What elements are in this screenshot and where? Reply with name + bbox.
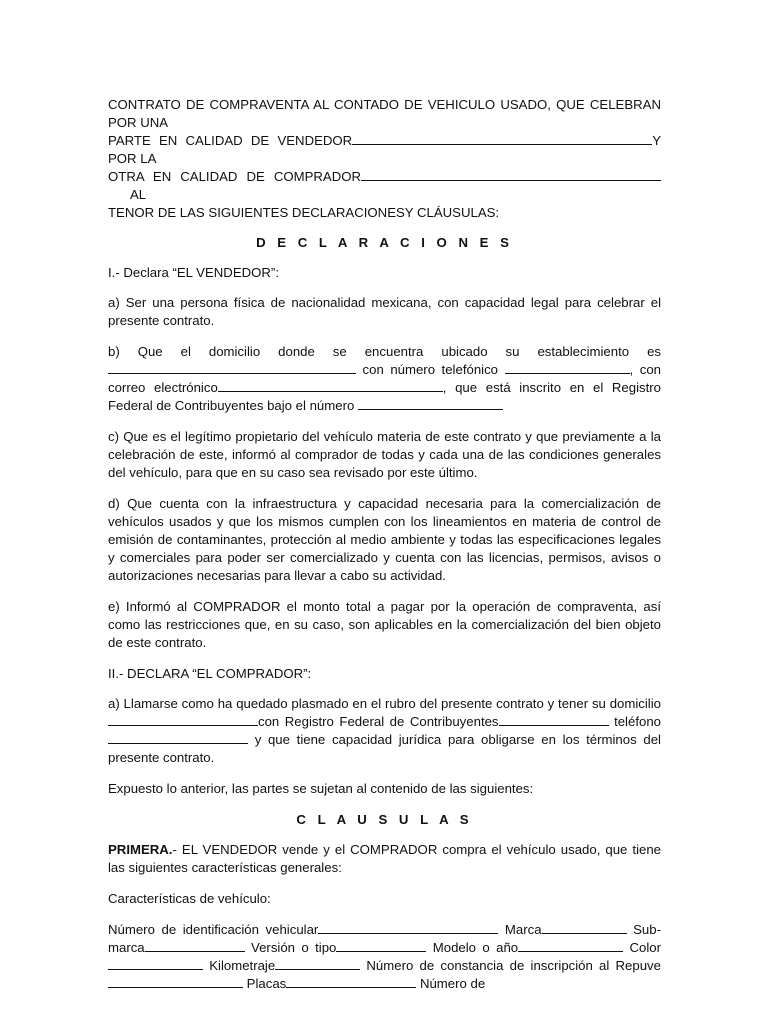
- vendedor-b-text-2: con número telefónico: [362, 362, 499, 377]
- buyer-phone-blank: [108, 731, 248, 744]
- primera-text: - EL VENDEDOR vende y el COMPRADOR compra el vehículo usado, que tiene las siguientes características generales:: [108, 842, 661, 875]
- modelo-blank: [518, 939, 623, 952]
- field-version-label: Versión o tipo: [251, 940, 337, 955]
- contract-body: [108, 96, 661, 1006]
- expuesto-text: Expuesto lo anterior, las partes se sujetan al contenido de las siguientes:: [108, 781, 534, 796]
- caracteristicas-heading: Características de vehículo:: [108, 891, 271, 906]
- version-blank: [336, 939, 426, 952]
- comprador-clause-a: [108, 695, 661, 767]
- title-line-2: PARTE EN CALIDAD DE VENDEDOR: [108, 133, 353, 148]
- comprador-a-text-3: teléfono: [614, 714, 661, 729]
- buyer-address-blank: [108, 713, 258, 726]
- field-color-label: Color: [629, 940, 662, 955]
- seller-phone-blank: [505, 361, 630, 374]
- declaraciones-heading: D E C L A R A C I O N E S: [256, 235, 513, 250]
- vendedor-b-text-1: b) Que el domicilio donde se encuentra ubicado su establecimiento es: [108, 344, 661, 359]
- vendedor-clause-d: d) Que cuenta con la infraestructura y capacidad necesaria para la comercialización de vehículos usados y que los mismos cumplen con los lineamientos en materia de control de emisión de contaminantes, protección al medio ambiente y todas las especificaciones legales y comerciales para poder ser comercializado y cuenta con las licencias, permisos, avisos o autorizaciones necesarias para llevar a cabo su actividad.: [108, 496, 661, 583]
- comprador-a-text-2: con Registro Federal de Contribuyentes: [258, 714, 499, 729]
- field-submarca-label: Sub-marca: [108, 922, 661, 955]
- establishment-address-blank: [108, 361, 356, 374]
- field-numero-label: Número de: [419, 976, 486, 991]
- vendedor-clause-e: e) Informó al COMPRADOR el monto total a pagar por la operación de compraventa, así como las restricciones que, en su caso, son aplicables en la comercialización del bien objeto de este contrato.: [108, 599, 661, 650]
- comprador-heading: II.- DECLARA “EL COMPRADOR”:: [108, 666, 312, 681]
- field-niv-label: Número de identificación vehicular: [108, 922, 319, 937]
- vendedor-b-text-4: , que está inscrito en el Registro Federal de Contribuyentes bajo el número: [108, 380, 661, 413]
- field-placas-label: Placas: [246, 976, 287, 991]
- vendedor-b-text-3: , con correo electrónico: [108, 362, 661, 395]
- comprador-a-text-4: y que tiene capacidad jurídica para obligarse en los términos del presente contrato.: [108, 732, 661, 765]
- buyer-rfc-blank: [499, 713, 609, 726]
- title-line-3: OTRA EN CALIDAD DE COMPRADOR: [108, 169, 361, 184]
- seller-name-blank: [352, 132, 652, 145]
- vendedor-clause-c: c) Que es el legítimo propietario del vehículo materia de este contrato y que previamente a la celebración de este, informó al comprador de todas y cada una de las condiciones generales del vehículo, para que en su caso sea revisado por este último.: [108, 429, 661, 480]
- buyer-name-blank: [361, 168, 661, 181]
- field-marca-label: Marca: [504, 922, 542, 937]
- primera-label: PRIMERA.: [108, 842, 173, 857]
- title-line-4: TENOR DE LAS SIGUIENTES DECLARACIONESY CLÁUSULAS:: [108, 205, 500, 220]
- clausula-primera: [108, 841, 661, 877]
- vendedor-heading: I.- Declara “EL VENDEDOR”:: [108, 265, 279, 280]
- title-line-2-end: Y POR LA: [108, 133, 661, 166]
- placas-blank: [286, 975, 416, 988]
- seller-email-blank: [218, 379, 443, 392]
- comprador-a-text-1: a) Llamarse como ha quedado plasmado en el rubro del presente contrato y tener su domicilio: [108, 696, 661, 711]
- km-blank: [275, 957, 360, 970]
- field-modelo-label: Modelo o año: [432, 940, 519, 955]
- vehicle-fields: [108, 921, 661, 993]
- niv-blank: [318, 921, 498, 934]
- contract-title: [108, 96, 661, 222]
- color-blank: [108, 957, 203, 970]
- title-line-3-end: AL: [129, 187, 147, 202]
- submarca-blank: [145, 939, 245, 952]
- marca-blank: [542, 921, 627, 934]
- vendedor-clause-a: a) Ser una persona física de nacionalidad mexicana, con capacidad legal para celebrar el presente contrato.: [108, 295, 661, 328]
- title-line-1: CONTRATO DE COMPRAVENTA AL CONTADO DE VEHICULO USADO, QUE CELEBRAN POR UNA: [108, 97, 661, 130]
- field-km-label: Kilometraje: [209, 958, 276, 973]
- clausulas-heading: C L A U S U L A S: [296, 812, 473, 827]
- vendedor-clause-b: [108, 343, 661, 415]
- field-constancia-label: Número de constancia de inscripción al Repuve: [366, 958, 661, 973]
- repuve-blank: [108, 975, 243, 988]
- seller-rfc-blank: [358, 397, 503, 410]
